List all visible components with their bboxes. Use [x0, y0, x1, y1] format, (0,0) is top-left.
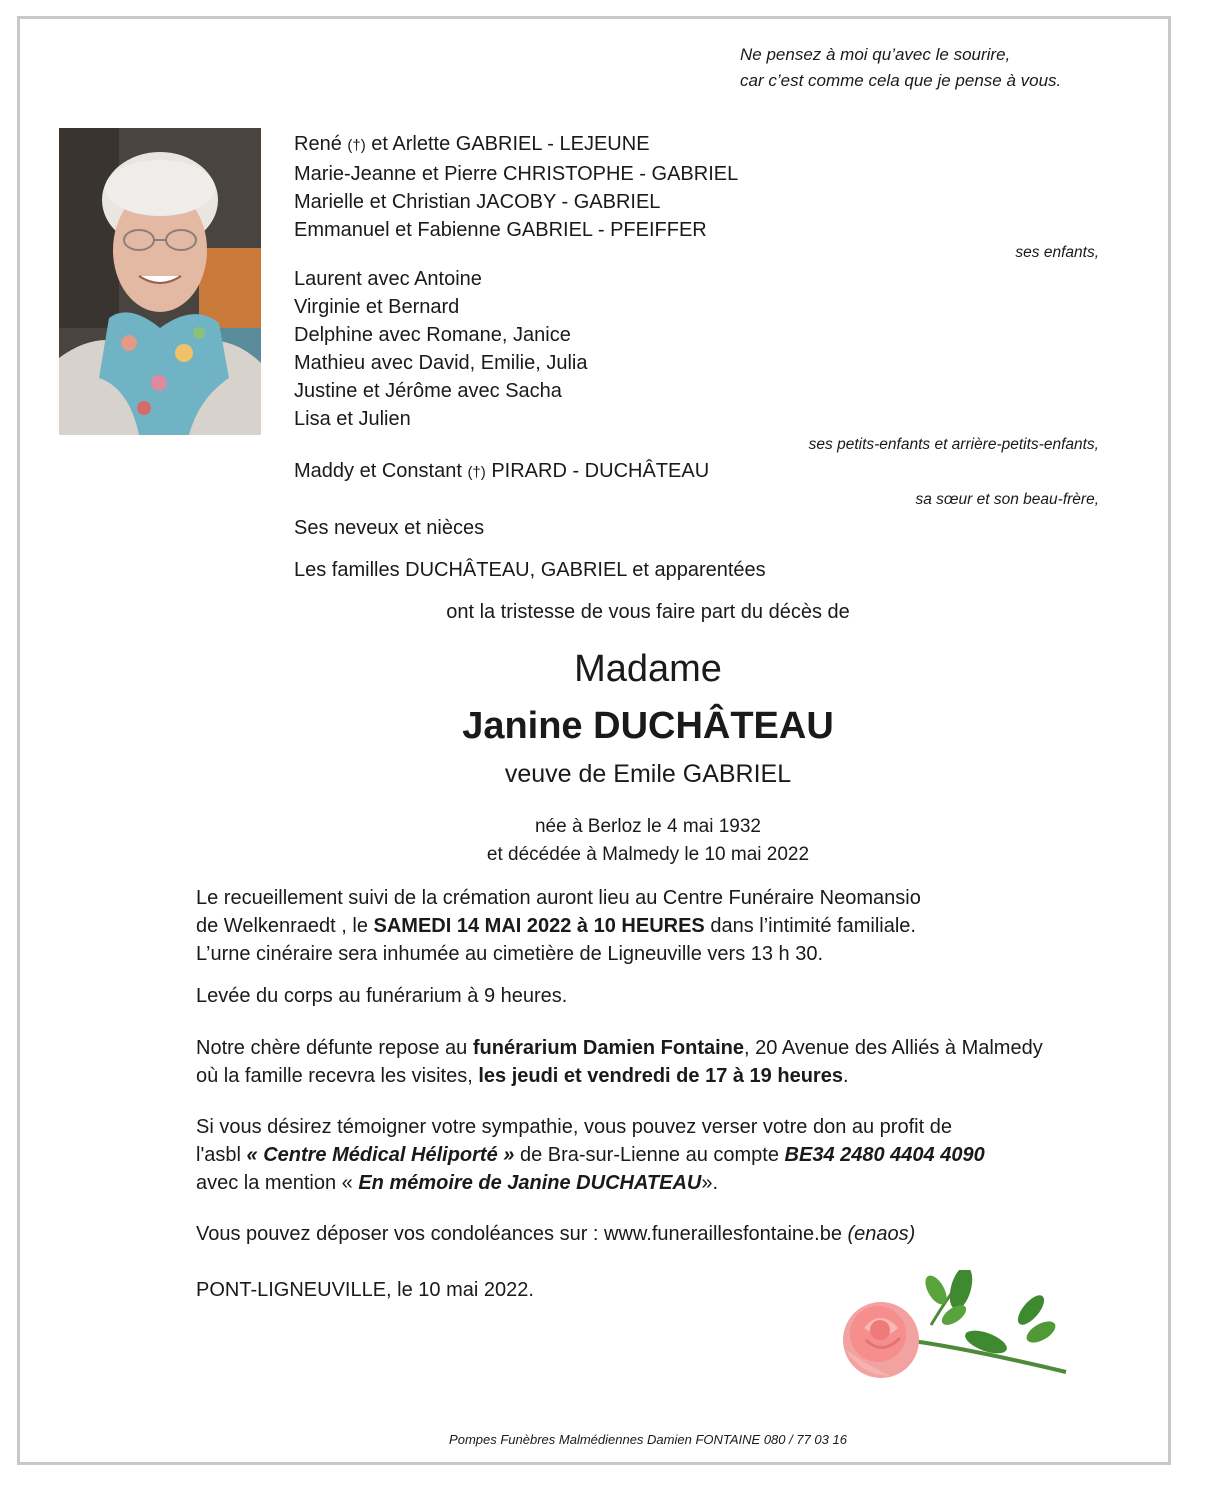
- repose-line-2: où la famille recevra les visites, les jeudi et vendredi de 17 à 19 heures.: [196, 1065, 849, 1087]
- families-line: Les familles DUCHÂTEAU, GABRIEL et apparentées: [294, 559, 766, 581]
- grandchild-line-1: Laurent avec Antoine: [294, 268, 482, 290]
- funerarium-name: funérarium Damien Fontaine: [472, 1037, 745, 1059]
- announcement: ont la tristesse de vous faire part du décès de: [446, 601, 850, 623]
- grandchildren-relation: ses petits-enfants et arrière-petits-enfants,: [808, 436, 1099, 453]
- quote-line-1: Ne pensez à moi qu’avec le sourire,: [740, 45, 1011, 64]
- quote: [740, 42, 1061, 94]
- quote-line-2: car c’est comme cela que je pense à vous.: [740, 71, 1062, 90]
- donation-line-3: avec la mention « En mémoire de Janine DUCHATEAU».: [196, 1172, 719, 1194]
- children-relation: ses enfants,: [1015, 244, 1099, 261]
- nephews-line: Ses neveux et nièces: [294, 517, 485, 539]
- grandchildren-list: [294, 265, 587, 433]
- child-line-4: Emmanuel et Fabienne GABRIEL - PFEIFFER: [294, 219, 707, 241]
- ceremony-date: SAMEDI 14 MAI 2022 à 10 HEURES: [373, 915, 705, 937]
- donation-line-1: Si vous désirez témoigner votre sympathie, vous pouvez verser votre don au profit de: [196, 1116, 952, 1138]
- child-line-3: Marielle et Christian JACOBY - GABRIEL: [294, 191, 661, 213]
- grandchild-line-5: Justine et Jérôme avec Sacha: [294, 380, 562, 402]
- sister-relation: sa sœur et son beau-frère,: [915, 491, 1099, 508]
- children-list: [294, 130, 738, 244]
- ceremony-line-1: Le recueillement suivi de la crémation auront lieu au Centre Funéraire Neomansio: [196, 887, 921, 909]
- condolences-line: Vous pouvez déposer vos condoléances sur : www.funeraillesfontaine.be (enaos): [196, 1223, 916, 1245]
- repose-line-1: Notre chère défunte repose au funérarium Damien Fontaine, 20 Avenue des Alliés à Malmedy: [196, 1037, 1043, 1059]
- charity-name: « Centre Médical Héliporté »: [246, 1144, 515, 1166]
- grandchild-line-3: Delphine avec Romane, Janice: [294, 324, 571, 346]
- child-line-1: René (†) et Arlette GABRIEL - LEJEUNE: [294, 133, 650, 155]
- bank-account: BE34 2480 4404 4090: [784, 1144, 985, 1166]
- grandchild-line-2: Virginie et Bernard: [294, 296, 460, 318]
- grandchild-line-6: Lisa et Julien: [294, 408, 411, 430]
- donation-paragraph: [196, 1113, 985, 1197]
- portrait-photo: [59, 128, 261, 435]
- visit-hours: les jeudi et vendredi de 17 à 19 heures: [478, 1065, 843, 1087]
- grandchild-line-4: Mathieu avec David, Emilie, Julia: [294, 352, 588, 374]
- deceased-title: Madame: [574, 648, 722, 690]
- donation-line-2: l'asbl « Centre Médical Héliporté » de Bra-sur-Lienne au compte BE34 2480 4404 4090: [196, 1144, 985, 1166]
- sister-line: Maddy et Constant (†) PIRARD - DUCHÂTEAU: [294, 460, 710, 482]
- ceremony-paragraph: [196, 884, 921, 968]
- ceremony-line-2: de Welkenraedt , le SAMEDI 14 MAI 2022 à 10 HEURES dans l’intimité familiale.: [196, 915, 916, 937]
- donation-mention: En mémoire de Janine DUCHATEAU: [358, 1172, 702, 1194]
- levee-line: Levée du corps au funérarium à 9 heures.: [196, 985, 568, 1007]
- ceremony-line-3: L’urne cinéraire sera inhumée au cimetière de Ligneuville vers 13 h 30.: [196, 943, 824, 965]
- rose-icon: [836, 1270, 1076, 1395]
- widow-line: veuve de Emile GABRIEL: [504, 760, 792, 788]
- repose-paragraph: [196, 1034, 1043, 1090]
- birth-line: née à Berloz le 4 mai 1932: [534, 816, 762, 837]
- child-line-2: Marie-Jeanne et Pierre CHRISTOPHE - GABRIEL: [294, 163, 739, 185]
- death-line: et décédée à Malmedy le 10 mai 2022: [486, 844, 810, 865]
- place-date: PONT-LIGNEUVILLE, le 10 mai 2022.: [196, 1279, 534, 1301]
- deceased-name: Janine DUCHÂTEAU: [462, 705, 834, 747]
- footer-funeral-home: Pompes Funèbres Malmédiennes Damien FONTAINE 080 / 77 03 16: [449, 1432, 847, 1447]
